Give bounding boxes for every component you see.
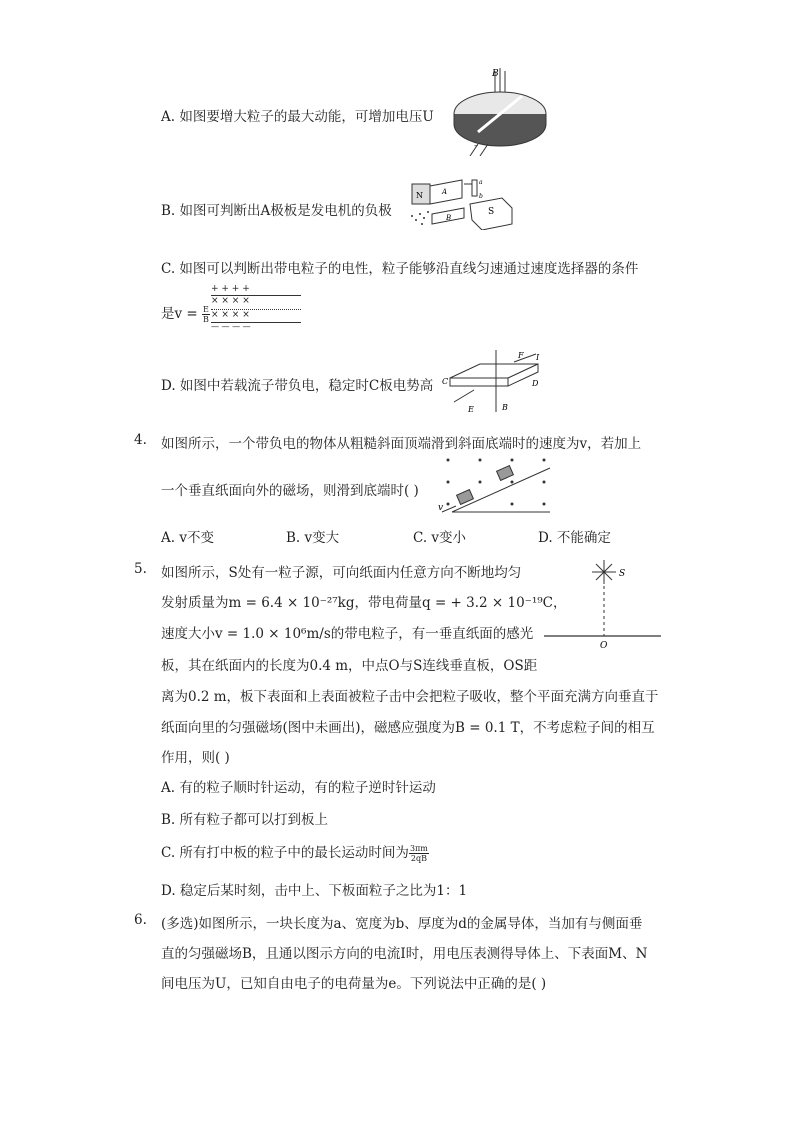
question-5-number: 5. [134, 561, 147, 577]
option-c-line2: 是v = $\frac{E}{B}$ [161, 305, 209, 324]
svg-text:D: D [532, 379, 539, 388]
q5-option-a: A. 有的粒子顺时针运动，有的粒子逆时针运动 [161, 780, 436, 796]
q4-option-b: B. v变大 [286, 530, 340, 546]
cyclotron-figure [448, 66, 558, 156]
svg-text:C: C [442, 377, 449, 386]
mhd-generator-figure [402, 174, 514, 230]
question-5-line1: 如图所示，S处有一粒子源，可向纸面内任意方向不断地均匀 [161, 565, 522, 581]
svg-text:O: O [600, 641, 608, 651]
q5-option-c: C. 所有打中板的粒子中的最长运动时间为 $\frac{3\pi m}{2qB}$ [161, 844, 428, 863]
option-b-text: B. 如图可判断出A极板是发电机的负极 [161, 203, 392, 219]
q5-option-d: D. 稳定后某时刻，击中上、下板面粒子之比为1：1 [161, 883, 468, 899]
q4-option-d: D. 不能确定 [538, 530, 611, 546]
svg-text:E: E [468, 405, 474, 414]
question-6-number: 6. [134, 912, 147, 928]
velocity-selector-figure: + + + + × × × × × × × × — — — — [211, 284, 303, 332]
question-4-line2: 一个垂直纸面向外的磁场，则滑到底端时( ) [161, 483, 419, 499]
particle-source-figure [540, 556, 665, 652]
svg-text:I: I [536, 353, 540, 362]
hall-effect-figure [440, 350, 550, 416]
option-a-text: A. 如图要增大粒子的最大动能，可增加电压U [161, 109, 434, 125]
question-6-line2: 直的匀强磁场B，且通以图示方向的电流I时，用电压表测得导体上、下表面M、N [161, 946, 648, 962]
question-5-line7: 作用，则( ) [161, 750, 230, 766]
question-5-line2: 发射质量为m = 6.4 × 10⁻²⁷kg，带电荷量q = + 3.2 × 10⁻¹⁹C， [161, 595, 567, 611]
question-4-number: 4. [134, 432, 147, 448]
svg-text:b: b [479, 193, 483, 200]
question-5-line5: 离为0.2 m，板下表面和上表面被粒子击中会把粒子吸收，整个平面充满方向垂直于 [161, 689, 659, 705]
q5-option-b: B. 所有粒子都可以打到板上 [161, 812, 329, 828]
option-c-line1: C. 如图可以判断出带电粒子的电性，粒子能够沿直线匀速通过速度选择器的条件 [161, 261, 639, 277]
svg-text:–: – [474, 141, 478, 150]
svg-text:S: S [488, 207, 495, 217]
question-5-line3: 速度大小v = 1.0 × 10⁶m/s的带电粒子，有一垂直纸面的感光 [161, 626, 534, 642]
svg-text:v: v [438, 503, 444, 513]
q4-option-c: C. v变小 [413, 530, 467, 546]
question-4-line1: 如图所示，一个带负电的物体从粗糙斜面顶端滑到斜面底端时的速度为v，若加上 [161, 436, 642, 452]
incline-figure [432, 454, 558, 518]
time-fraction: $\frac{3\pi m}{2qB}$ [409, 844, 428, 863]
question-5-line6: 纸面向里的匀强磁场(图中未画出)，磁感应强度为B = 0.1 T，不考虑粒子间的相互 [161, 720, 655, 736]
svg-text:S: S [619, 569, 626, 579]
cyclotron-b-label: B [492, 69, 499, 79]
question-6-line3: 间电压为U，已知自由电子的电荷量为e。下列说法中正确的是( ) [161, 976, 547, 992]
option-d-text: D. 如图中若载流子带负电，稳定时C板电势高 [161, 378, 434, 394]
svg-text:a: a [479, 179, 483, 186]
q4-option-a: A. v不变 [161, 530, 214, 546]
e-over-b-fraction: $\frac{E}{B}$ [203, 305, 209, 324]
svg-text:B: B [502, 403, 508, 412]
svg-text:A: A [442, 188, 448, 196]
question-6-line1: (多选)如图所示，一块长度为a、宽度为b、厚度为d的金属导体，当加有与侧面垂 [161, 916, 643, 932]
question-5-line4: 板，其在纸面内的长度为0.4 m，中点O与S连线垂直板，OS距 [161, 658, 538, 674]
svg-text:N: N [416, 191, 423, 200]
svg-text:B: B [446, 214, 452, 222]
svg-text:F: F [518, 351, 524, 360]
